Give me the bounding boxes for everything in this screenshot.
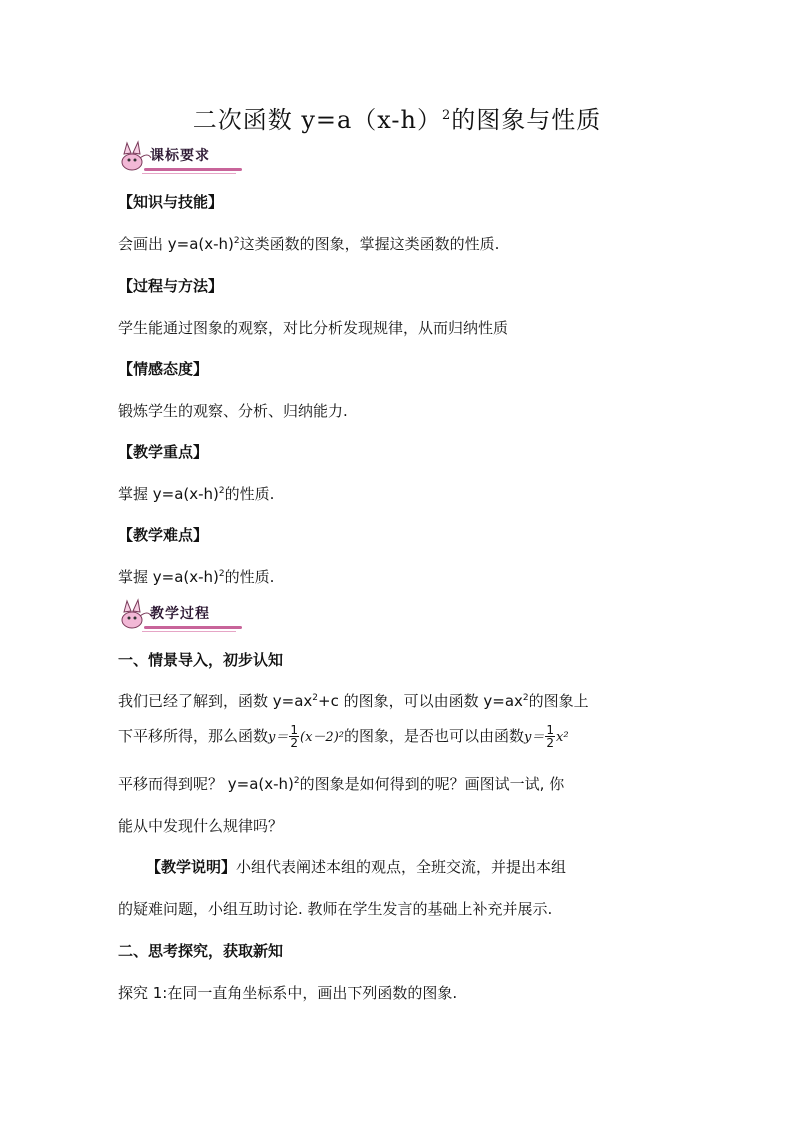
knowledge-heading: 【知识与技能】 xyxy=(118,193,224,211)
fraction-half xyxy=(289,724,299,749)
attitude-text: 锻炼学生的观察、分析、归纳能力. xyxy=(118,402,348,420)
formula-expression: (x－2)² xyxy=(300,730,344,745)
key-text-part: 掌握 y=a(x-h) xyxy=(118,485,219,503)
fraction-denominator: 2 xyxy=(290,736,299,750)
banner-underline-thin xyxy=(142,631,236,632)
process-text: 学生能通过图象的观察，对比分析发现规律，从而归纳性质 xyxy=(118,319,509,337)
banner-underline xyxy=(144,168,242,171)
attitude-heading: 【情感态度】 xyxy=(118,360,209,378)
standards-banner xyxy=(118,140,242,174)
title-suffix: 的图象与性质 xyxy=(451,106,602,134)
page-title xyxy=(0,100,794,135)
section1-paragraph-line2 xyxy=(118,724,569,749)
section1-paragraph-line1 xyxy=(118,690,589,711)
fraction-half xyxy=(545,724,555,749)
section1-superscript: 2 xyxy=(293,776,300,786)
knowledge-text-part: 这类函数的图象，掌握这类函数的性质. xyxy=(239,235,500,253)
difficult-text-part: 的性质. xyxy=(224,568,275,586)
title-text: 二次函数 y=a（x-h） xyxy=(192,106,442,134)
section2-paragraph: 探究 1:在同一直角坐标系中，画出下列函数的图象. xyxy=(118,984,458,1002)
section1-text-part: 的图象是如何得到的呢？画图试一试, 你 xyxy=(299,775,565,793)
section1-text-part: +c 的图象，可以由函数 y=ax xyxy=(318,692,523,710)
fraction-denominator: 2 xyxy=(546,736,554,750)
standards-banner-label: 课标要求 xyxy=(150,148,210,164)
key-point-text xyxy=(118,483,274,504)
title-superscript: 2 xyxy=(442,108,452,123)
knowledge-text xyxy=(118,233,499,254)
section1-text-part: 平移而得到呢？ y=a(x-h) xyxy=(118,775,294,793)
knowledge-text-superscript: 2 xyxy=(233,236,240,246)
formula-y: y＝ xyxy=(268,730,289,745)
difficult-point-text xyxy=(118,566,274,587)
key-point-heading: 【教学重点】 xyxy=(118,443,209,461)
banner-underline xyxy=(144,626,242,629)
key-text-superscript: 2 xyxy=(218,486,225,496)
section2-heading: 二、思考探究，获取新知 xyxy=(118,942,284,960)
section1-superscript: 2 xyxy=(312,693,319,703)
banner-underline-thin xyxy=(142,173,236,174)
section1-text-part: 下平移所得，那么函数 xyxy=(118,727,269,745)
section1-paragraph-line3 xyxy=(118,773,564,794)
section1-text-part: 的图象，是否也可以由函数 xyxy=(343,727,524,745)
process-banner-label: 教学过程 xyxy=(150,606,210,622)
process-banner xyxy=(118,598,242,632)
section1-heading: 一、情景导入，初步认知 xyxy=(118,651,284,669)
knowledge-text-part: 会画出 y=a(x-h) xyxy=(118,235,234,253)
difficult-text-superscript: 2 xyxy=(218,569,225,579)
key-text-part: 的性质. xyxy=(224,485,275,503)
teaching-note-label: 【教学说明】 xyxy=(146,858,237,876)
process-heading: 【过程与方法】 xyxy=(118,277,224,295)
formula-y: y＝ xyxy=(524,730,545,745)
teaching-note-text: 小组代表阐述本组的观点，全班交流，并提出本组 xyxy=(236,858,567,876)
section1-paragraph-line4: 能从中发现什么规律吗？ xyxy=(118,817,284,835)
teaching-note-line2: 的疑难问题，小组互助讨论. 教师在学生发言的基础上补充并展示. xyxy=(118,900,553,918)
difficult-point-heading: 【教学难点】 xyxy=(118,526,209,544)
section1-text-part: 我们已经了解到，函数 y=ax xyxy=(118,692,313,710)
formula-expression: x² xyxy=(556,730,569,745)
fraction-numerator: 1 xyxy=(546,723,554,737)
fraction-numerator: 1 xyxy=(290,723,299,737)
teaching-note-line1 xyxy=(146,856,566,877)
section1-superscript: 2 xyxy=(522,693,529,703)
difficult-text-part: 掌握 y=a(x-h) xyxy=(118,568,219,586)
section1-text-part: 的图象上 xyxy=(528,692,589,710)
